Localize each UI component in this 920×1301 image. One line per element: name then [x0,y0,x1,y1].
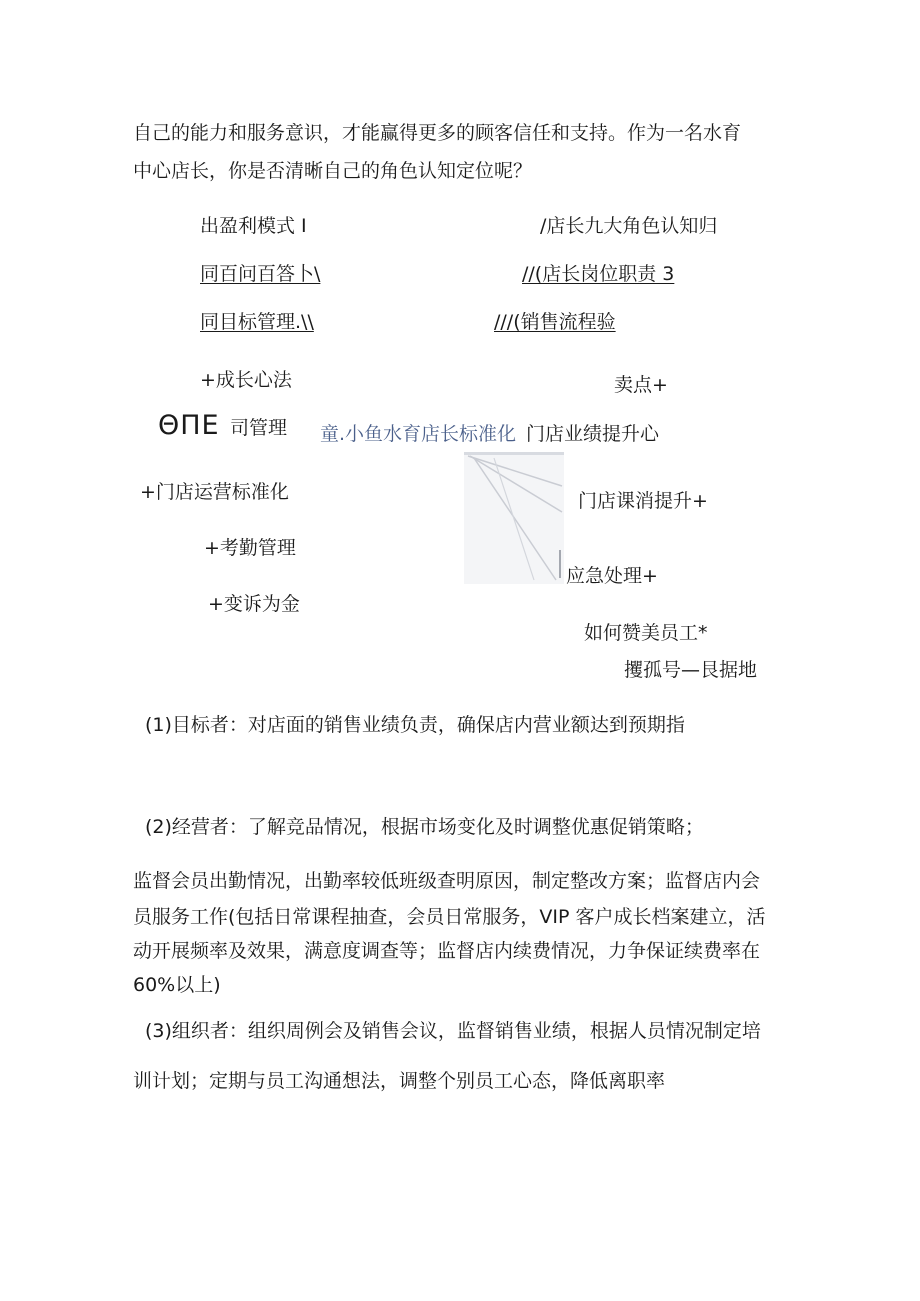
mindmap-left-item-2: 同百问百答卜\ [200,263,321,285]
mindmap-left-bottom-item-2: +考勤管理 [204,537,296,559]
mindmap-left-item-3: 同目标管理.\\ [200,311,314,333]
logo-mark: ΘΠΕ [158,410,220,441]
mindmap-sell-point-item: 卖点+ [614,374,668,396]
mindmap-left-bottom-item-3: +变诉为金 [208,593,300,615]
role-target: (1)目标者：对店面的销售业绩负责，确保店内营业额达到预期指 [145,714,685,736]
mindmap-right-item-3: ///(销售流程验 [494,311,616,333]
mindmap-left-item-1: 出盈利模式 I [200,215,307,237]
mindmap-right-bottom-item-2: 应急处理+ [566,565,658,587]
supervision-line-4: 60%以上) [133,974,221,996]
mindmap-connector-image [464,452,564,584]
mindmap-right-item-2: //(店长岗位职责 3 [522,263,675,285]
role-operator: (2)经营者：了解竞品情况，根据市场变化及时调整优惠促销策略； [145,816,704,838]
supervision-line-2: 员服务工作(包括日常课程抽查，会员日常服务，VIP 客户成长档案建立，活 [133,906,766,928]
mindmap-center-title: 童.小鱼水育店长标准化 [320,423,517,445]
mindmap-right-bottom-item-4: 攫孤号—艮据地 [624,659,758,681]
mindmap-right-bottom-item-1: 门店课消提升+ [578,490,708,512]
intro-line-1: 自己的能力和服务意识，才能赢得更多的顾客信任和支持。作为一名水育 [133,122,742,144]
mindmap-company-management: 司管理 [230,417,288,439]
mindmap-growth-item: +成长心法 [200,369,292,391]
intro-line-2: 中心店长，你是否清晰自己的角色认知定位呢？ [133,160,533,182]
mindmap-right-bottom-item-3: 如何赞美员工* [584,622,708,644]
supervision-line-3: 动开展频率及效果，满意度调查等；监督店内续费情况，力争保证续费率在 [133,940,761,962]
organizer-continuation: 训计划；定期与员工沟通想法，调整个别员工心态，降低离职率 [133,1070,666,1092]
supervision-line-1: 监督会员出勤情况，出勤率较低班级查明原因，制定整改方案；监督店内会 [133,870,761,892]
mindmap-center-suffix: 门店业绩提升心 [526,423,660,445]
role-organizer: (3)组织者：组织周例会及销售会议，监督销售业绩，根据人员情况制定培 [145,1020,761,1042]
mindmap-right-item-1: /店长九大角色认知归 [540,215,718,237]
mindmap-left-bottom-item-1: +门店运营标准化 [140,481,289,503]
